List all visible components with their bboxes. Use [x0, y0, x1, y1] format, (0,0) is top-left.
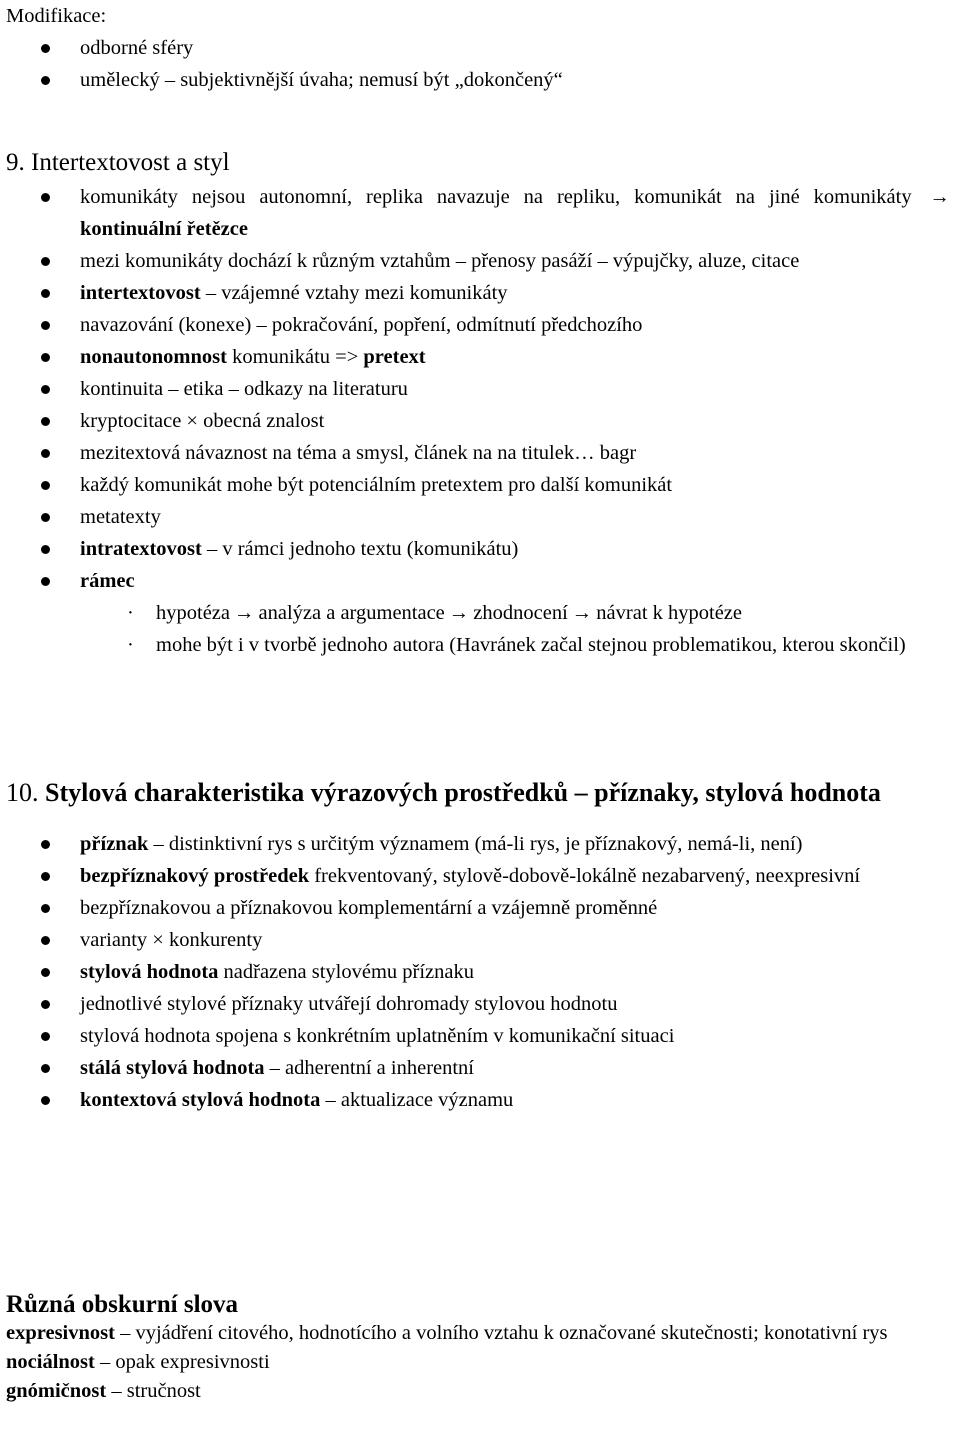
- bullet-icon: [41, 545, 50, 554]
- list-item: · hypotéza → analýza a argumentace → zhodnocení → návrat k hypotéze: [6, 597, 954, 629]
- list-item: navazování (konexe) – pokračování, popření, odmítnutí předchozího: [6, 309, 954, 341]
- bullet-icon: [41, 513, 50, 522]
- bullet-icon: [41, 840, 50, 849]
- section-10-list: [6, 828, 954, 1116]
- list-item: kontinuita – etika – odkazy na literaturu: [6, 373, 954, 405]
- list-item: kryptocitace × obecná znalost: [6, 405, 954, 437]
- list-item: stálá stylová hodnota – adherentní a inherentní: [6, 1052, 954, 1084]
- definition-item: nociálnost – opak expresivnosti: [6, 1351, 270, 1373]
- definition-item: gnómičnost – stručnost: [6, 1380, 201, 1402]
- arrow-right-icon: →: [448, 602, 470, 624]
- bullet-icon: [41, 1000, 50, 1009]
- list-item: umělecký – subjektivnější úvaha; nemusí být „dokončený“: [6, 64, 954, 96]
- list-item: každý komunikát mohe být potenciálním pretextem pro další komunikát: [6, 469, 954, 501]
- list-item: varianty × konkurenty: [6, 924, 954, 956]
- list-item: rámec: [6, 565, 954, 597]
- bullet-icon: [41, 449, 50, 458]
- section-10: [6, 775, 954, 1116]
- list-item: metatexty: [6, 501, 954, 533]
- list-item: intertextovost – vzájemné vztahy mezi komunikáty: [6, 277, 954, 309]
- section-9-list: [6, 181, 954, 597]
- bullet-icon: [41, 936, 50, 945]
- bullet-icon: [41, 1032, 50, 1041]
- list-item: stylová hodnota spojena s konkrétním uplatněním v komunikační situaci: [6, 1020, 954, 1052]
- bullet-icon: [41, 872, 50, 881]
- bullet-icon: [41, 1064, 50, 1073]
- bullet-icon: [41, 968, 50, 977]
- bullet-icon: [41, 257, 50, 266]
- bullet-icon: [41, 481, 50, 490]
- list-item: intratextovost – v rámci jednoho textu (komunikátu): [6, 533, 954, 565]
- obskurni-block: [6, 1289, 954, 1406]
- middot-icon: ·: [127, 602, 134, 624]
- ramec-sublist: [6, 597, 954, 661]
- bullet-icon: [41, 904, 50, 913]
- bullet-icon: [41, 353, 50, 362]
- section-9-title: 9. Intertextovost a styl: [6, 149, 230, 176]
- arrow-right-icon: →: [571, 602, 593, 624]
- definition-item: expresivnost – vyjádření citového, hodnotícího a volního vztahu k označované skutečnosti; konotativní rys: [6, 1322, 888, 1344]
- list-item: · mohe být i v tvorbě jednoho autora (Havránek začal stejnou problematikou, kterou skončil): [6, 629, 954, 661]
- modifikace-label: Modifikace:: [6, 5, 107, 27]
- bullet-icon: [41, 1096, 50, 1105]
- list-item: příznak – distinktivní rys s určitým významem (má-li rys, je příznakový, nemá-li, není): [6, 828, 954, 860]
- list-item: mezi komunikáty dochází k různým vztahům – přenosy pasáží – výpujčky, aluze, citace: [6, 245, 954, 277]
- list-item: nonautonomnost komunikátu => pretext: [6, 341, 954, 373]
- modifikace-block: [6, 0, 954, 96]
- middot-icon: ·: [127, 634, 134, 656]
- list-item: komunikáty nejsou autonomní, replika navazuje na repliku, komunikát na jiné komunikáty → kontinuální řetězce: [6, 181, 954, 245]
- bullet-icon: [41, 289, 50, 298]
- bullet-icon: [41, 321, 50, 330]
- modifikace-list: [6, 32, 954, 96]
- bullet-icon: [41, 44, 50, 53]
- list-item: odborné sféry: [6, 32, 954, 64]
- arrow-right-icon: →: [234, 602, 255, 624]
- section-10-title: 10. Stylová charakteristika výrazových prostředků – příznaky, stylová hodnota: [6, 778, 881, 807]
- bullet-icon: [41, 193, 50, 202]
- list-item: bezpříznakovou a příznakovou komplementární a vzájemně proměnné: [6, 892, 954, 924]
- bullet-icon: [41, 577, 50, 586]
- list-item: bezpříznakový prostředek frekventovaný, stylově-dobově-lokálně nezabarvený, neexpresivní: [6, 860, 954, 892]
- bullet-icon: [41, 385, 50, 394]
- bullet-icon: [41, 417, 50, 426]
- list-item: jednotlivé stylové příznaky utvářejí dohromady stylovou hodnotu: [6, 988, 954, 1020]
- obskurni-title: Různá obskurní slova: [6, 1291, 239, 1318]
- list-item: stylová hodnota nadřazena stylovému příznaku: [6, 956, 954, 988]
- definitions-list: [6, 1319, 954, 1406]
- bullet-icon: [41, 76, 50, 85]
- arrow-right-icon: →: [929, 186, 950, 208]
- section-9: [6, 146, 954, 661]
- list-item: kontextová stylová hodnota – aktualizace významu: [6, 1084, 954, 1116]
- list-item: mezitextová návaznost na téma a smysl, článek na na titulek… bagr: [6, 437, 954, 469]
